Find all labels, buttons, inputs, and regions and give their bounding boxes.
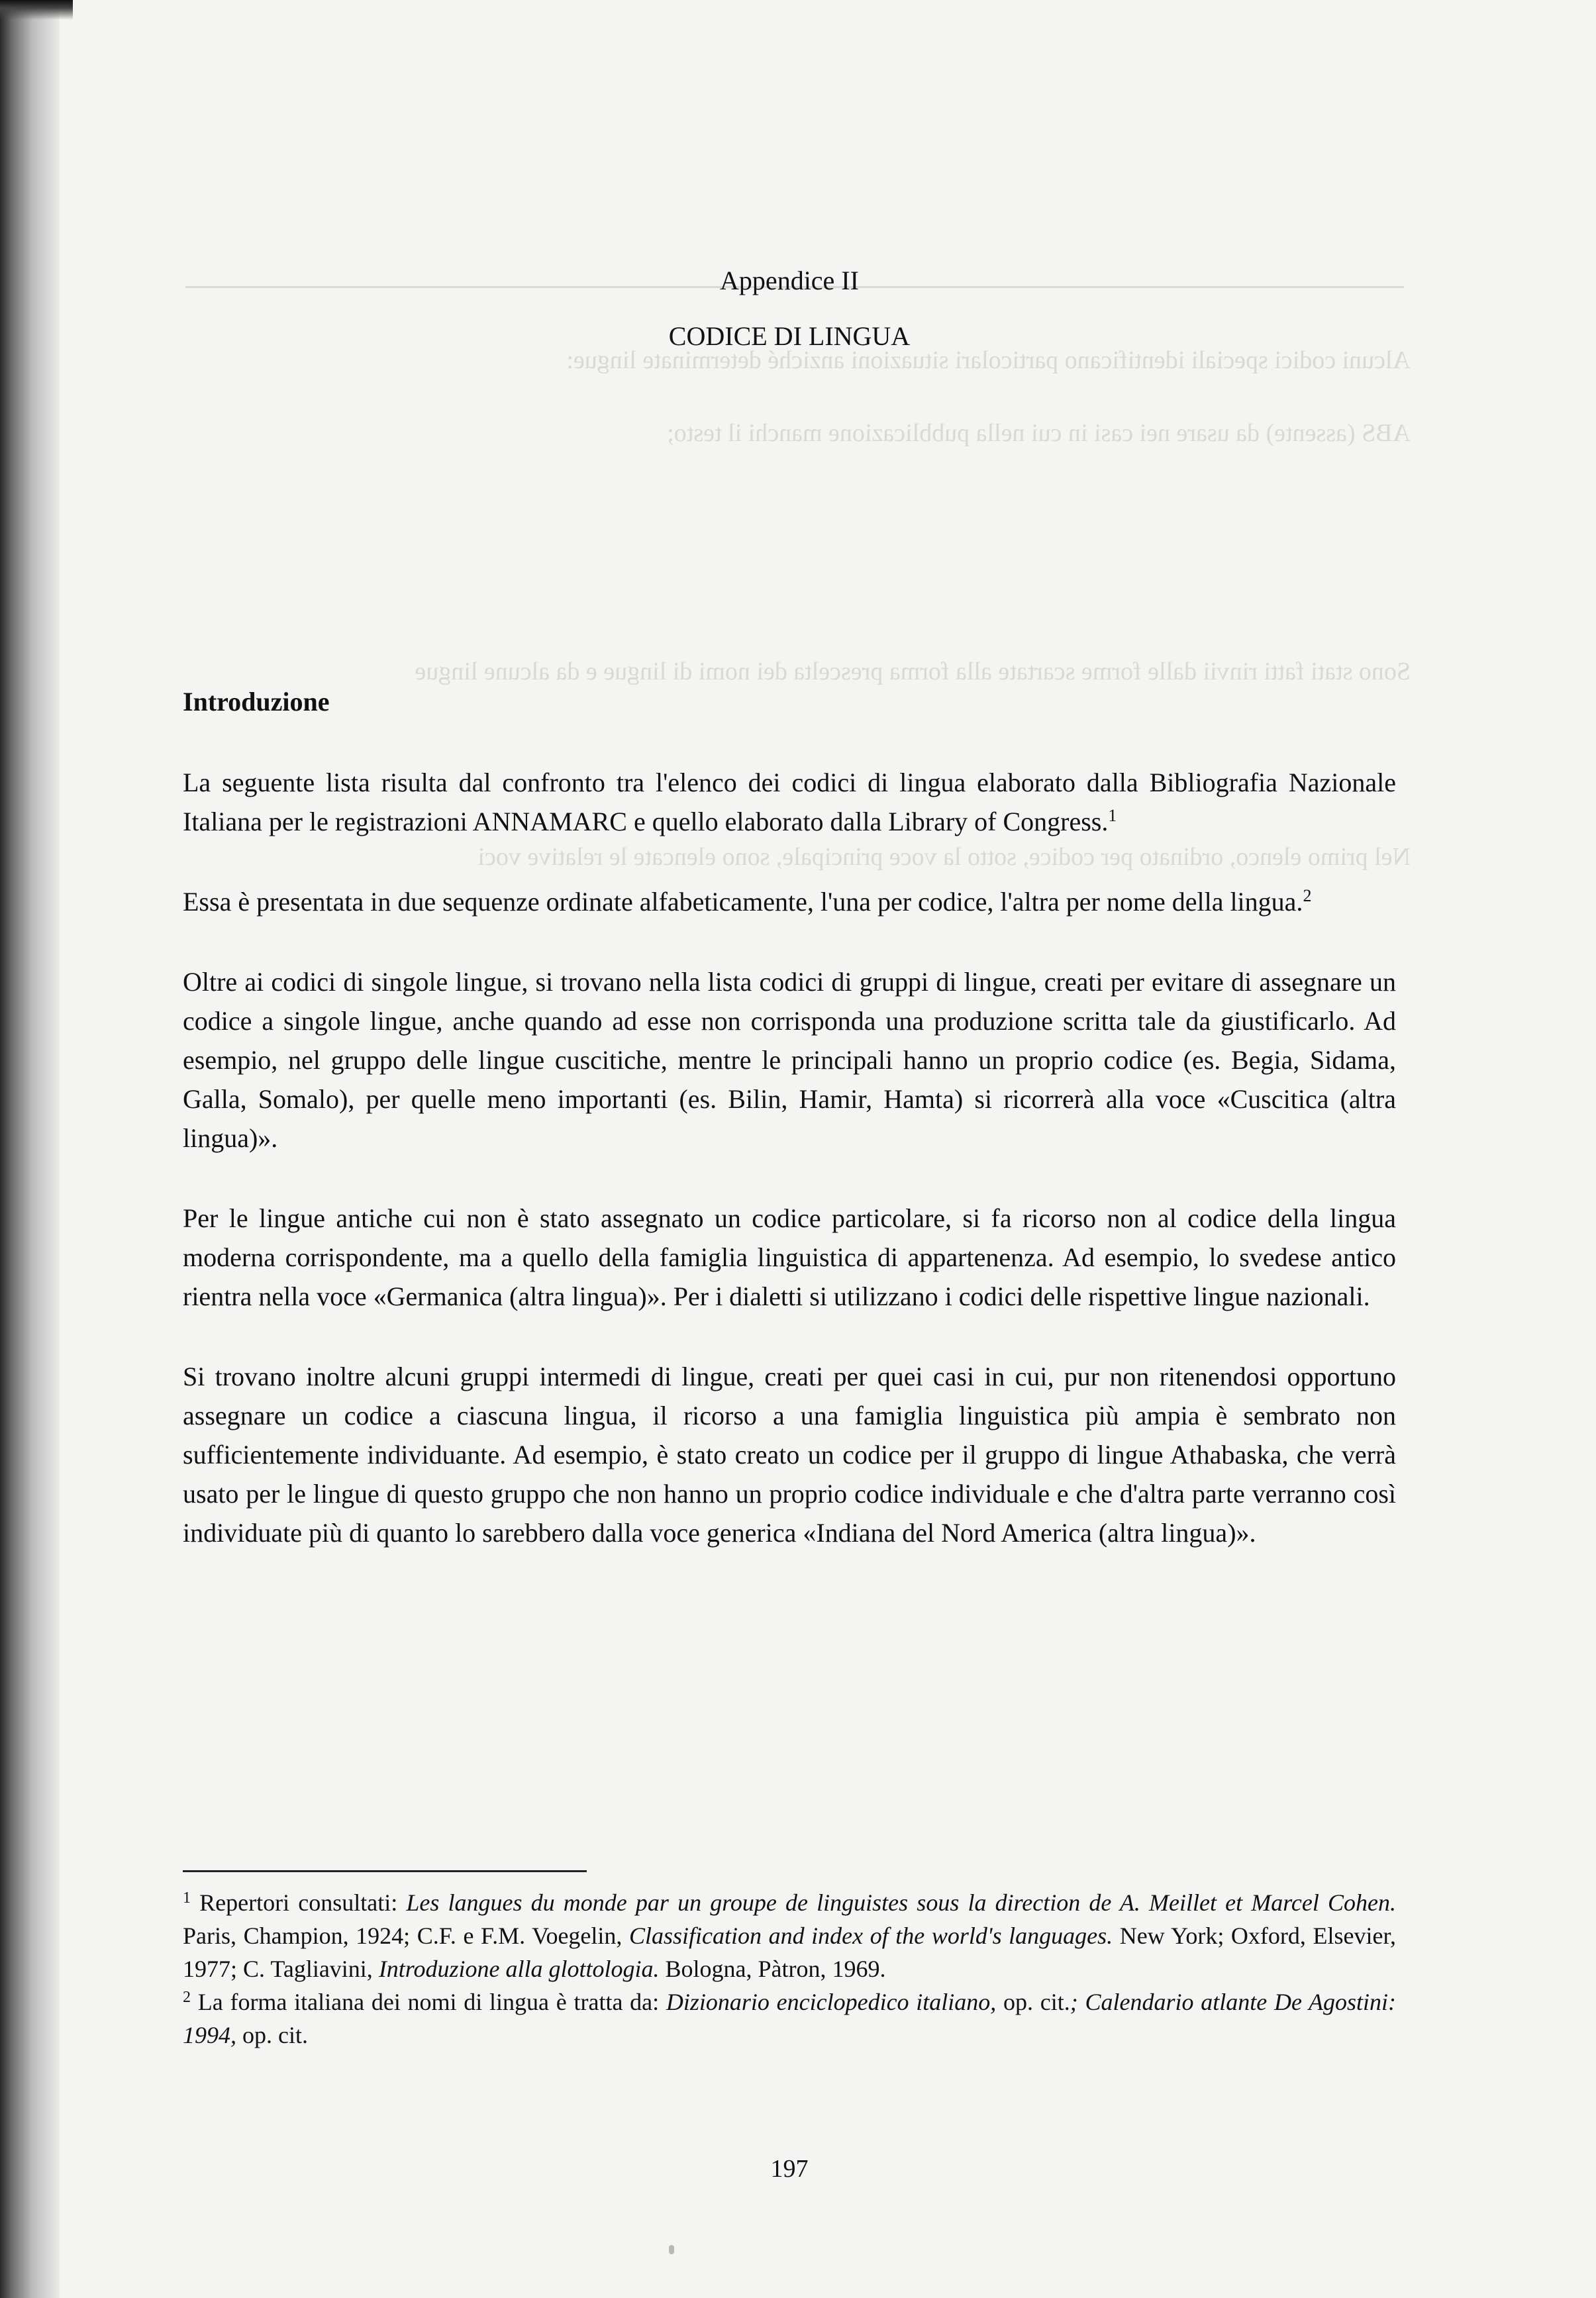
bleed-through-text: Sono stati fatti rinvii dalle forme scartate alla forma prescelta dei nomi di lingue e da alcune lingue (415, 658, 1411, 685)
paragraph-4: Per le lingue antiche cui non è stato assegnato un codice particolare, si fa ricorso non al codice della lingua moderna corrispondente, ma a quello della famiglia linguistica di appartenenza. Ad esempio, lo svedese antico rientra nella voce «Germanica (altra lingua)». Per i dialetti si utilizzano i codici delle rispettive lingue nazionali. (183, 1203, 1396, 1311)
footnotes (183, 1886, 1396, 2052)
bleed-through-text: Nel primo elenco, ordinato per codice, sotto la voce principale, sono elencate le relative voci (477, 843, 1411, 871)
footnote-separator (183, 1870, 587, 1872)
corner-shadow (0, 0, 73, 20)
appendix-title: CODICE DI LINGUA (668, 321, 911, 351)
footnote-ref-1: 1 (1108, 806, 1117, 825)
paragraph-1: La seguente lista risulta dal confronto tra l'elenco dei codici di lingua elaborato dalla Bibliografia Nazionale Italiana per le registrazioni ANNAMARC e quello elaborato dalla Library of Congress.$^1$ (183, 768, 1396, 836)
paper-speck (669, 2245, 674, 2254)
page-number: 197 (770, 2155, 809, 2183)
footnote-marker: 2 (183, 1989, 191, 2006)
section-heading: Introduzione (183, 687, 330, 717)
footnote-marker: 1 (183, 1889, 191, 1907)
bleed-through-text: ABS (assente) da usare nei casi in cui nella pubblicazione manchi il testo; (667, 419, 1411, 447)
introduction-body (183, 763, 1396, 1593)
paragraph-2: Essa è presentata in due sequenze ordinate alfabeticamente, l'una per codice, l'altra per nome della lingua.$^2$ (183, 886, 1312, 917)
paragraph-3: Oltre ai codici di singole lingue, si trovano nella lista codici di gruppi di lingue, creati per evitare di assegnare un codice a singole lingue, anche quando ad esse non corrisponda una produzione scritta tale da giustificarlo. Ad esempio, nel gruppo delle lingue cuscitiche, mentre le principali hanno un proprio codice (es. Begia, Sidama, Galla, Somalo), per quelle meno importanti (es. Bilin, Hamir, Hamta) si ricorrerà alla voce «Cuscitica (altra lingua)». (183, 967, 1396, 1153)
bleed-through-text: Alcuni codici speciali identificano particolari situazioni anziché determinate lingue: (566, 346, 1411, 374)
appendix-label: Appendice II (720, 266, 859, 295)
paragraph-5: Si trovano inoltre alcuni gruppi intermedi di lingue, creati per quei casi in cui, pur non ritenendosi opportuno assegnare un codice a ciascuna lingua, il ricorso a una famiglia linguistica più ampia è sembrato non sufficientemente individuante. Ad esempio, è stato creato un codice per il gruppo di lingue Athabaska, che verrà usato per le lingue di questo gruppo che non hanno un proprio codice individuale e che d'altra parte verranno così individuate più di quanto lo sarebbero dalla voce generica «Indiana del Nord America (altra lingua)». (183, 1362, 1396, 1548)
binding-shadow (0, 0, 60, 2298)
footnote-2: $^2$ La forma italiana dei nomi di lingua è tratta da: Dizionario enciclopedico italiano, op. cit.; Calendario atlante De Agostini: 1994, op. cit. (183, 1989, 1397, 2048)
footnote-ref-2: 2 (1303, 886, 1312, 905)
footnote-1: $^1$ Repertori consultati: Les langues du monde par un groupe de linguistes sous la direction de A. Meillet et Marcel Cohen. Paris, Champion, 1924; C.F. e F.M. Voegelin, Classification and index of the world's languages. New York; Oxford, Elsevier, 1977; C. Tagliavini, Introduzione alla glottologia. Bologna, Pàtron, 1969. (183, 1889, 1396, 1982)
